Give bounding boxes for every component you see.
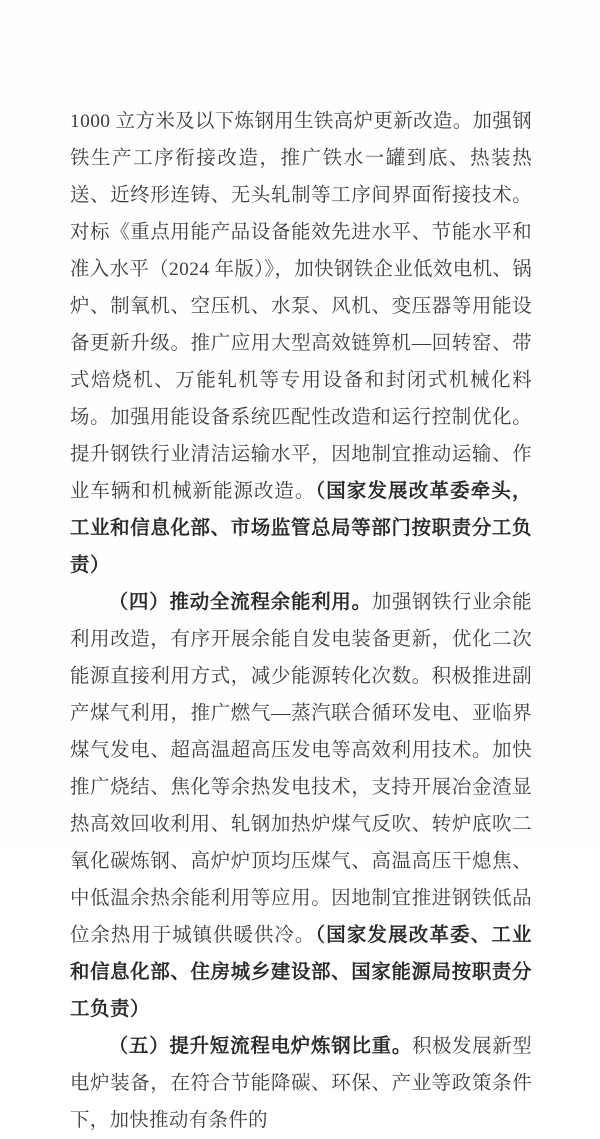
body-run: 积极发展新型电炉装备，在符合节能降碳、环保、产业等政策条件下，加快推动有条件的 bbox=[70, 1036, 533, 1131]
emphasis-run: （国家发展改革委牵头，工业和信息化部、市场监管总局等部门按职责分工负责） bbox=[70, 481, 532, 576]
para-continued-furnace-retrofit bbox=[70, 103, 532, 584]
para-item-four-residual-energy bbox=[70, 584, 532, 1028]
document-text-column bbox=[70, 103, 532, 1139]
emphasis-run: （国家发展改革委、工业和信息化部、住房城乡建设部、国家能源局按职责分工负责） bbox=[70, 925, 532, 1020]
emphasis-run: （五）提升短流程电炉炼钢比重。 bbox=[108, 1036, 413, 1057]
body-run: 1000 立方米及以下炼钢用生铁高炉更新改造。加强钢铁生产工序衔接改造，推广铁水一罐到底、热装热送、近终形连铸、无头轧制等工序间界面衔接技术。对标《重点用能产品设备能效先进水平、节能水平和准入水平（2024 年版）》，加快钢铁企业低效电机、锅炉、制氧机、空压机、水泵、风机、变压器等用能设备更新升级。推广应用大型高效链箅机—回转窑、带式焙烧机、万能轧机等专用设备和封闭式机械化料场。加强用能设备系统匹配性改造和运行控制优化。提升钢铁行业清洁运输水平，因地制宜推动运输、作业车辆和机械新能源改造。 bbox=[70, 111, 532, 502]
emphasis-run: （四）推动全流程余能利用。 bbox=[108, 592, 372, 613]
para-item-five-electric-arc-furnace bbox=[70, 1028, 532, 1139]
body-run: 加强钢铁行业余能利用改造，有序开展余能自发电装备更新，优化二次能源直接利用方式，减少能源转化次数。积极推进副产煤气利用，推广燃气—蒸汽联合循环发电、亚临界煤气发电、超高温超高压发电等高效利用技术。加快推广烧结、焦化等余热发电技术，支持开展冶金渣显热高效回收利用、轧钢加热炉煤气反吹、转炉底吹二氧化碳炼钢、高炉炉顶均压煤气、高温高压干熄焦、中低温余热余能利用等应用。因地制宜推进钢铁低品位余热用于城镇供暖供冷。 bbox=[70, 592, 532, 946]
